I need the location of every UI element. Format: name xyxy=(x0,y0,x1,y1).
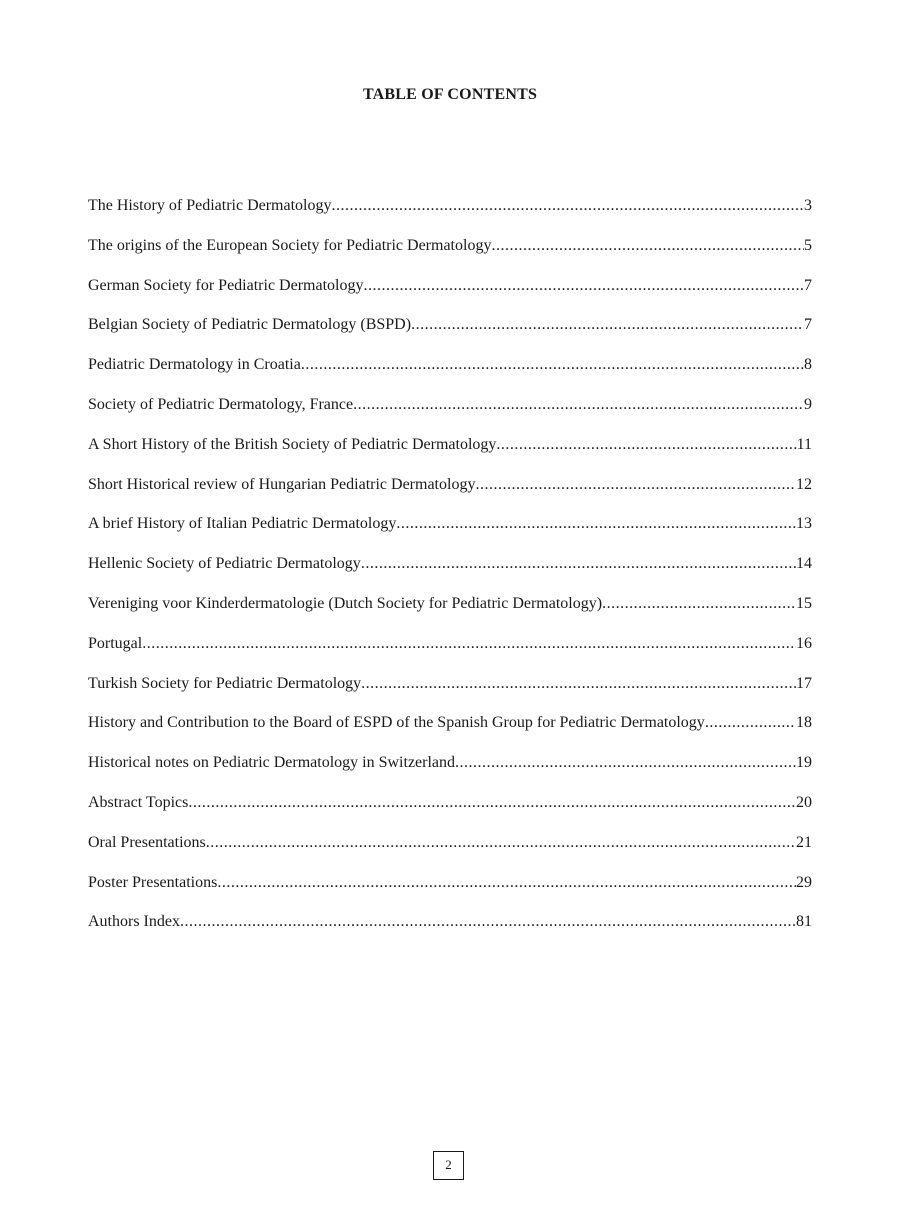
toc-entry-page: 17 xyxy=(796,674,812,692)
toc-leader-dots xyxy=(142,634,796,654)
toc-entry[interactable] xyxy=(88,753,812,793)
toc-entry-title: Oral Presentations xyxy=(88,833,206,851)
toc-entry-page: 29 xyxy=(796,873,812,891)
toc-entry[interactable] xyxy=(88,912,812,952)
toc-entry-title: Pediatric Dermatology in Croatia xyxy=(88,356,301,374)
toc-entry[interactable] xyxy=(88,475,812,515)
toc-entry-page: 81 xyxy=(796,913,812,931)
toc-entry[interactable] xyxy=(88,315,812,355)
toc-leader-dots xyxy=(180,912,796,932)
toc-entry-page: 18 xyxy=(796,714,812,732)
toc-entry[interactable] xyxy=(88,276,812,316)
toc-entry-page: 15 xyxy=(796,594,812,612)
toc-entry-title: A brief History of Italian Pediatric Dermatology xyxy=(88,515,397,533)
toc-leader-dots xyxy=(363,276,804,296)
toc-leader-dots xyxy=(491,236,804,256)
toc-entry-title: Hellenic Society of Pediatric Dermatology xyxy=(88,555,361,573)
toc-entry-page: 19 xyxy=(796,754,812,772)
toc-entry-title: Society of Pediatric Dermatology, France xyxy=(88,395,354,413)
toc-entry-title: Abstract Topics xyxy=(88,793,189,811)
toc-entry-page: 13 xyxy=(796,515,812,533)
page-title: TABLE OF CONTENTS xyxy=(362,86,538,103)
toc-entry[interactable] xyxy=(88,594,812,634)
toc-leader-dots xyxy=(188,793,796,813)
toc-entry[interactable] xyxy=(88,634,812,674)
toc-entry-page: 14 xyxy=(796,555,812,573)
toc-entry-page: 7 xyxy=(804,316,812,334)
toc-entry-page: 5 xyxy=(804,236,812,254)
toc-entry[interactable] xyxy=(88,793,812,833)
toc-entry[interactable] xyxy=(88,236,812,276)
toc-entry-page: 11 xyxy=(796,435,812,453)
toc-leader-dots xyxy=(496,435,796,455)
toc-leader-dots xyxy=(396,514,796,534)
toc-entry-page: 9 xyxy=(804,395,812,413)
toc-entry-title: Short Historical review of Hungarian Pediatric Dermatology xyxy=(88,475,476,493)
toc-leader-dots xyxy=(206,833,796,853)
toc-entry-page: 7 xyxy=(804,276,812,294)
toc-entry-title: Authors Index xyxy=(88,913,180,931)
toc-entry-page: 20 xyxy=(796,793,812,811)
toc-leader-dots xyxy=(353,395,804,415)
toc-leader-dots xyxy=(475,475,796,495)
toc-entry-title: The History of Pediatric Dermatology xyxy=(88,197,332,214)
toc-entry-page: 12 xyxy=(796,475,812,493)
toc-leader-dots xyxy=(301,355,804,375)
toc-entry-title: History and Contribution to the Board of ESPD of the Spanish Group for Pediatric Dermatology xyxy=(88,714,705,732)
toc-entry[interactable] xyxy=(88,355,812,395)
toc-leader-dots xyxy=(361,554,796,574)
toc-leader-dots xyxy=(705,713,796,733)
toc-entry-title: Vereniging voor Kinderdermatologie (Dutch Society for Pediatric Dermatology) xyxy=(88,594,603,612)
table-of-contents xyxy=(88,196,812,952)
toc-entry-title: Belgian Society of Pediatric Dermatology (BSPD) xyxy=(88,316,412,334)
toc-leader-dots xyxy=(411,315,804,335)
toc-leader-dots xyxy=(332,196,805,216)
page-number-box: 2 xyxy=(433,1151,464,1180)
toc-leader-dots xyxy=(361,674,796,694)
toc-entry-title: Historical notes on Pediatric Dermatology in Switzerland xyxy=(88,754,456,772)
toc-entry-title: The origins of the European Society for Pediatric Dermatology xyxy=(88,236,492,254)
toc-leader-dots xyxy=(217,873,796,893)
toc-entry-page: 21 xyxy=(796,833,812,851)
toc-entry-title: Turkish Society for Pediatric Dermatology xyxy=(88,674,362,692)
toc-entry-title: Poster Presentations xyxy=(88,873,218,891)
toc-entry[interactable] xyxy=(88,873,812,913)
toc-entry[interactable] xyxy=(88,713,812,753)
toc-entry-title: German Society for Pediatric Dermatology xyxy=(88,276,364,294)
toc-leader-dots xyxy=(602,594,796,614)
toc-entry-title: Portugal xyxy=(88,634,143,652)
toc-entry[interactable] xyxy=(88,833,812,873)
toc-entry-page: 3 xyxy=(804,197,812,214)
toc-entry[interactable] xyxy=(88,514,812,554)
toc-entry[interactable] xyxy=(88,435,812,475)
toc-entry[interactable] xyxy=(88,554,812,594)
toc-entry-page: 16 xyxy=(796,634,812,652)
toc-entry[interactable] xyxy=(88,395,812,435)
toc-entry-page: 8 xyxy=(804,356,812,374)
toc-entry-title: A Short History of the British Society of Pediatric Dermatology xyxy=(88,435,497,453)
toc-entry[interactable] xyxy=(88,196,812,236)
toc-entry[interactable] xyxy=(88,674,812,714)
toc-leader-dots xyxy=(455,753,796,773)
